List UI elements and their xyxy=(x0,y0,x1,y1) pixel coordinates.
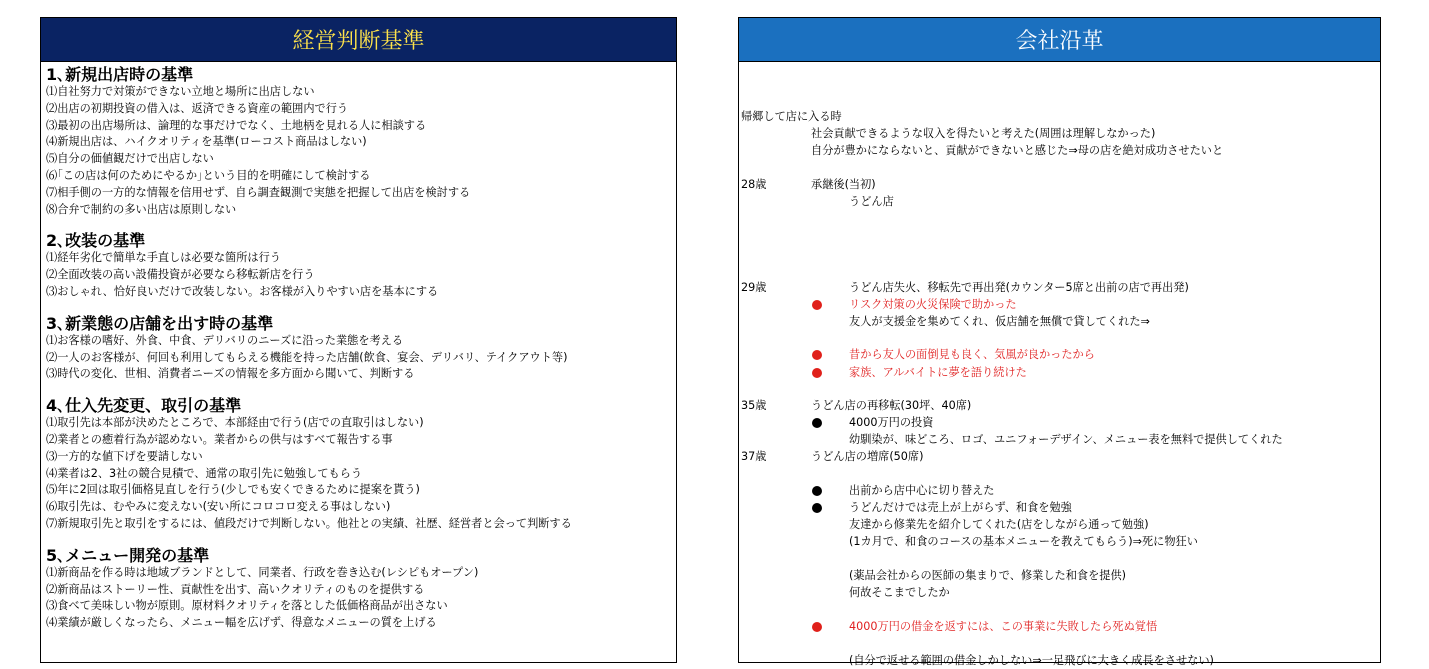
criteria-item: ⑶食べて美味しい物が原則。原材料クオリティを落とした低価格商品が出さない xyxy=(46,599,448,613)
red-bullet-icon xyxy=(812,622,822,632)
black-bullet-icon xyxy=(812,418,822,428)
criteria-item: ⑶一方的な値下げを要請しない xyxy=(46,449,203,463)
criteria-item: ⑸年に2回は取引価格見直しを行う(少しでも安くできるために提案を貰う) xyxy=(46,483,420,497)
history-line: 承継後(当初) xyxy=(811,178,876,191)
criteria-item: ⑴自社努力で対策ができない立地と場所に出店しない xyxy=(46,85,315,98)
red-bullet-icon xyxy=(812,350,822,360)
company-history-panel xyxy=(738,17,1381,667)
history-line: 友人が支援金を集めてくれ、仮店舗を無償で貸してくれた⇒ xyxy=(849,315,1150,328)
criteria-item: ⑶おしゃれ、恰好良いだけで改装しない。お客様が入りやすい店を基本にする xyxy=(46,284,439,298)
criteria-section xyxy=(46,231,676,300)
criteria-section xyxy=(46,314,676,383)
history-line: (薬品会社からの医師の集まりで、修業した和食を提供) xyxy=(849,569,1127,582)
history-line: 37歳 xyxy=(741,450,767,463)
history-line: 昔から友人の面倒見も良く、気風が良かったから xyxy=(849,348,1095,361)
criteria-item: ⑴新商品を作る時は地域ブランドとして、同業者、行政を巻き込む(レシピもオープン) xyxy=(46,565,479,579)
criteria-item: ⑷新規出店は、ハイクオリティを基準(ローコスト商品はしない) xyxy=(46,135,367,149)
criteria-item: ⑵業者との癒着行為が認めない。業者からの供与はすべて報告する事 xyxy=(46,432,393,446)
section-title: 3､新業態の店舗を出す時の基準 xyxy=(46,313,274,333)
criteria-section xyxy=(46,65,676,218)
section-title: 4､仕入先変更、取引の基準 xyxy=(46,396,242,416)
criteria-item: ⑶時代の変化、世相、消費者ニーズの情報を多方面から聞いて、判断する xyxy=(46,367,415,381)
criteria-item: ⑵全面改装の高い設備投資が必要なら移転新店を行う xyxy=(46,268,315,282)
criteria-sections xyxy=(41,62,676,632)
history-line: (自分で返せる範囲の借金しかしない⇒一足飛びに大きく成長をさせない) xyxy=(849,654,1214,667)
criteria-section xyxy=(46,396,676,533)
history-line: うどん店の再移転(30坪、40席) xyxy=(811,399,972,412)
history-line: 35歳 xyxy=(741,399,767,412)
criteria-item: ⑵新商品はストーリー性、貢献性を出す、高いクオリティのものを提供する xyxy=(46,582,425,596)
history-line: 29歳 xyxy=(741,281,767,294)
history-line: リスク対策の火災保険で助かった xyxy=(849,298,1017,311)
criteria-item: ⑴経年劣化で簡単な手直しは必要な箇所は行う xyxy=(46,251,281,265)
history-line: (1カ月で、和食のコースの基本メニューを教えてもらう)⇒死に物狂い xyxy=(849,535,1198,548)
criteria-item: ⑵出店の初期投資の借入は、返済できる資産の範囲内で行う xyxy=(46,101,349,115)
criteria-section xyxy=(46,546,676,632)
criteria-item: ⑴お客様の嗜好、外食、中食、デリバリのニーズに沿った業態を考える xyxy=(46,333,404,347)
history-line: うどん店 xyxy=(849,195,894,208)
red-bullet-icon xyxy=(812,368,822,378)
criteria-item: ⑸自分の価値観だけで出店しない xyxy=(46,152,214,166)
criteria-item: ⑻合弁で制約の多い出店は原則しない xyxy=(46,202,237,216)
history-line: 4000万円の借金を返すには、この事業に失敗したら死ぬ覚悟 xyxy=(849,620,1158,633)
criteria-item: ⑶最初の出店場所は、論理的な事だけでなく、土地柄を見れる人に相談する xyxy=(46,118,427,132)
criteria-item: ⑹｢この店は何のためにやるか｣という目的を明確にして検討する xyxy=(46,168,371,182)
history-line: うどんだけでは売上が上がらず、和食を勉強 xyxy=(849,501,1072,514)
criteria-item: ⑹取引先は、むやみに変えない(安い所にコロコロ変える事はしない) xyxy=(46,500,391,514)
criteria-item: ⑷業者は2、3社の競合見積で、通常の取引先に勉強してもらう xyxy=(46,466,363,480)
history-line: 友達から修業先を紹介してくれた(店をしながら通って勉強) xyxy=(849,518,1149,531)
history-line: 家族、アルバイトに夢を語り続けた xyxy=(849,366,1027,379)
history-timeline xyxy=(739,62,1380,667)
criteria-item: ⑷業績が厳しくなったら、メニュー幅を広げず、得意なメニューの質を上げる xyxy=(46,616,437,630)
black-bullet-icon xyxy=(812,486,822,496)
history-line: 4000万円の投資 xyxy=(849,416,934,429)
criteria-item: ⑵一人のお客様が、何回も利用してもらえる機能を持った店舗(飲食、宴会、デリバリ、テイクアウト等) xyxy=(46,350,568,364)
section-title: 2､改装の基準 xyxy=(46,231,146,251)
history-line: 帰郷して店に入る時 xyxy=(741,110,842,123)
management-criteria-title: 経営判断基準 xyxy=(41,18,676,62)
history-line: うどん店失火、移転先で再出発(カウンター5席と出前の店で再出発) xyxy=(849,281,1189,294)
history-line: 出前から店中心に切り替えた xyxy=(849,484,995,497)
black-bullet-icon xyxy=(812,503,822,513)
history-line: 幼馴染が、味どころ、ロゴ、ユニフォーデザイン、メニュー表を無料で提供してくれた xyxy=(849,433,1283,446)
criteria-item: ⑺新規取引先と取引をするには、値段だけで判断しない。他社との実績、社歴、経営者と会って判断する xyxy=(46,516,572,530)
criteria-item: ⑴取引先は本部が決めたところで、本部経由で行う(店での直取引はしない) xyxy=(46,416,424,430)
section-title: 1､新規出店時の基準 xyxy=(46,65,194,84)
history-line: 何故そこまでしたか xyxy=(849,586,950,599)
criteria-item: ⑺相手側の一方的な情報を信用せず、自ら調査観測で実態を把握して出店を検討する xyxy=(46,185,471,199)
company-history-title: 会社沿革 xyxy=(739,18,1380,62)
section-title: 5､メニュー開発の基準 xyxy=(46,545,210,565)
management-criteria-panel xyxy=(40,17,677,663)
history-line: 社会貢献できるような収入を得たいと考えた(周囲は理解しなかった) xyxy=(811,127,1156,140)
history-line: 28歳 xyxy=(741,178,767,191)
history-line: 自分が豊かにならないと、貢献ができないと感じた⇒母の店を絶対成功させたいと xyxy=(811,144,1224,157)
history-line: うどん店の増席(50席) xyxy=(811,450,924,463)
red-bullet-icon xyxy=(812,300,822,310)
